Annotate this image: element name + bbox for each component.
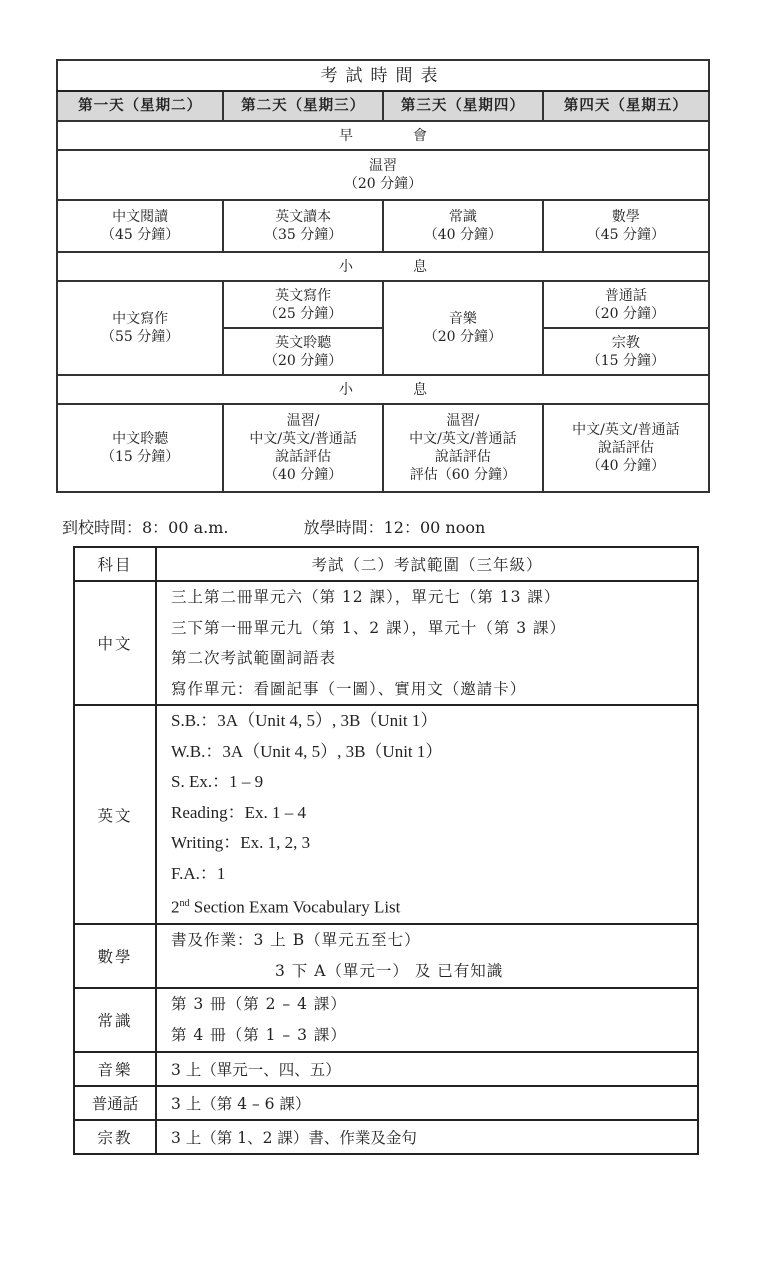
- exam-subject: 中文閱讀: [112, 209, 169, 225]
- scope-row-math: [74, 924, 698, 988]
- ordinal-suffix: nd: [179, 898, 190, 909]
- break-row: 小息: [57, 375, 709, 404]
- day-header: 第一天（星期二）: [57, 91, 223, 121]
- exam-cell: [543, 200, 709, 252]
- exam-timetable: [56, 59, 710, 493]
- scope-content: [156, 705, 698, 924]
- scope-row-putonghua: [74, 1086, 698, 1120]
- scope-content: [156, 924, 698, 988]
- scope-content: 3 上（第 4 – 6 課）: [156, 1086, 698, 1120]
- exam-cell: [57, 281, 223, 375]
- scope-line: Reading：Ex. 1 – 4: [171, 802, 307, 822]
- break-row: 小息: [57, 252, 709, 281]
- exam-subject: 普通話: [604, 287, 647, 304]
- scope-content: [156, 988, 698, 1052]
- exam-text: 說話評估: [434, 449, 491, 465]
- scope-line: F.A.：1: [171, 863, 226, 883]
- exam-duration: （15 分鐘）: [586, 352, 665, 369]
- exam-duration: （20 分鐘）: [586, 305, 665, 322]
- scope-content: [156, 581, 698, 705]
- exam-subject: 數學: [611, 209, 640, 225]
- scope-line: 書及作業：3 上 B（單元五至七）: [171, 931, 421, 950]
- revision-label: 温習: [369, 158, 397, 174]
- scope-line: 第 3 冊（第 2 – 4 課）: [171, 995, 347, 1014]
- exam-duration: （55 分鐘）: [100, 329, 180, 345]
- exam-text: 温習/: [286, 413, 320, 429]
- exam-subject: 中文寫作: [112, 311, 169, 327]
- subject-label: 英文: [74, 705, 156, 924]
- subject-label: 中文: [74, 581, 156, 705]
- exam-duration: （45 分鐘）: [586, 227, 665, 243]
- subject-label: 常識: [74, 988, 156, 1052]
- exam-cell: [543, 281, 709, 328]
- day-header: 第三天（星期四）: [383, 91, 543, 121]
- scope-line: W.B.：3A（Unit 4, 5）, 3B（Unit 1）: [171, 741, 443, 761]
- scope-line: S. Ex.：1 – 9: [171, 772, 264, 791]
- exam-duration: （15 分鐘）: [100, 449, 180, 465]
- scope-header: 考試（二）考試範圍（三年級）: [156, 547, 698, 581]
- exam-cell: [223, 404, 383, 492]
- exam-cell: [383, 200, 543, 252]
- exam-duration: 評估（60 分鐘）: [409, 467, 516, 483]
- exam-text: 中文/英文/普通話: [249, 431, 357, 447]
- exam-duration: （20 分鐘）: [423, 329, 502, 345]
- scope-row-gs: [74, 988, 698, 1052]
- scope-row-english: [74, 705, 698, 924]
- scope-line: 第 4 冊（第 1 – 3 課）: [171, 1026, 347, 1045]
- day-header: 第二天（星期三）: [223, 91, 383, 121]
- timetable-title: 考試時間表: [57, 60, 709, 91]
- subject-label: 數學: [74, 924, 156, 988]
- subject-label: 音樂: [74, 1052, 156, 1086]
- scope-line: 第二次考試範圍詞語表: [171, 649, 337, 667]
- exam-text: 說話評估: [275, 449, 332, 465]
- exam-duration: （20 分鐘）: [263, 352, 343, 369]
- revision-row: [57, 150, 709, 200]
- exam-duration: （25 分鐘）: [263, 305, 343, 322]
- exam-cell: [383, 281, 543, 375]
- scope-line: [171, 889, 697, 923]
- exam-text: 中文/英文/普通話: [572, 422, 680, 438]
- scope-content: 3 上（第 1、2 課）書、作業及金句: [156, 1120, 698, 1154]
- scope-line: S.B.：3A（Unit 4, 5）, 3B（Unit 1）: [171, 711, 438, 730]
- scope-row-music: [74, 1052, 698, 1086]
- exam-subject: 中文聆聽: [112, 431, 169, 447]
- exam-cell: [223, 200, 383, 252]
- subject-label: 普通話: [74, 1086, 156, 1120]
- arrival-time: 到校時間：8：00 a.m.: [62, 518, 229, 537]
- exam-cell: [223, 281, 383, 328]
- exam-cell: [543, 328, 709, 375]
- exam-subject: 英文讀本: [275, 209, 332, 225]
- exam-scope-table: [73, 546, 699, 1155]
- exam-cell: [57, 200, 223, 252]
- exam-subject: 英文聆聽: [275, 334, 332, 351]
- scope-line: 3 下 A（單元一） 及 已有知識: [275, 962, 504, 981]
- dismissal-time: 放學時間：12：00 noon: [303, 518, 486, 537]
- exam-duration: （45 分鐘）: [100, 227, 180, 243]
- scope-row-religion: [74, 1120, 698, 1154]
- ordinal-number: 2: [171, 897, 180, 917]
- exam-subject: 音樂: [448, 311, 477, 327]
- scope-line: 三上第二冊單元六（第 12 課），單元七（第 13 課）: [171, 588, 561, 606]
- morning-assembly-row: 早會: [57, 121, 709, 150]
- scope-content: 3 上（單元一、四、五）: [156, 1052, 698, 1086]
- scope-line: 寫作單元：看圖記事（一圖）、實用文（邀請卡）: [171, 679, 527, 698]
- scope-line-text: Section Exam Vocabulary List: [189, 897, 401, 917]
- exam-duration: （35 分鐘）: [263, 227, 343, 243]
- school-times: [62, 515, 485, 538]
- exam-text: 中文/英文/普通話: [409, 431, 517, 447]
- exam-subject: 英文寫作: [275, 287, 332, 304]
- subject-header: 科目: [74, 547, 156, 581]
- revision-duration: （20 分鐘）: [343, 176, 423, 192]
- scope-row-chinese: [74, 581, 698, 705]
- exam-text: 說話評估: [597, 440, 654, 456]
- scope-line: Writing：Ex. 1, 2, 3: [171, 833, 311, 852]
- subject-label: 宗教: [74, 1120, 156, 1154]
- day-header: 第四天（星期五）: [543, 91, 709, 121]
- exam-cell: [383, 404, 543, 492]
- exam-text: 温習/: [446, 413, 480, 429]
- exam-cell: [543, 404, 709, 492]
- exam-cell: [57, 404, 223, 492]
- scope-line: 三下第一冊單元九（第 1、2 課），單元十（第 3 課）: [171, 618, 567, 637]
- exam-subject: 常識: [448, 209, 477, 225]
- exam-duration: （40 分鐘）: [586, 458, 665, 474]
- exam-subject: 宗教: [611, 334, 640, 351]
- exam-duration: （40 分鐘）: [263, 467, 343, 483]
- exam-cell: [223, 328, 383, 375]
- exam-duration: （40 分鐘）: [423, 227, 502, 243]
